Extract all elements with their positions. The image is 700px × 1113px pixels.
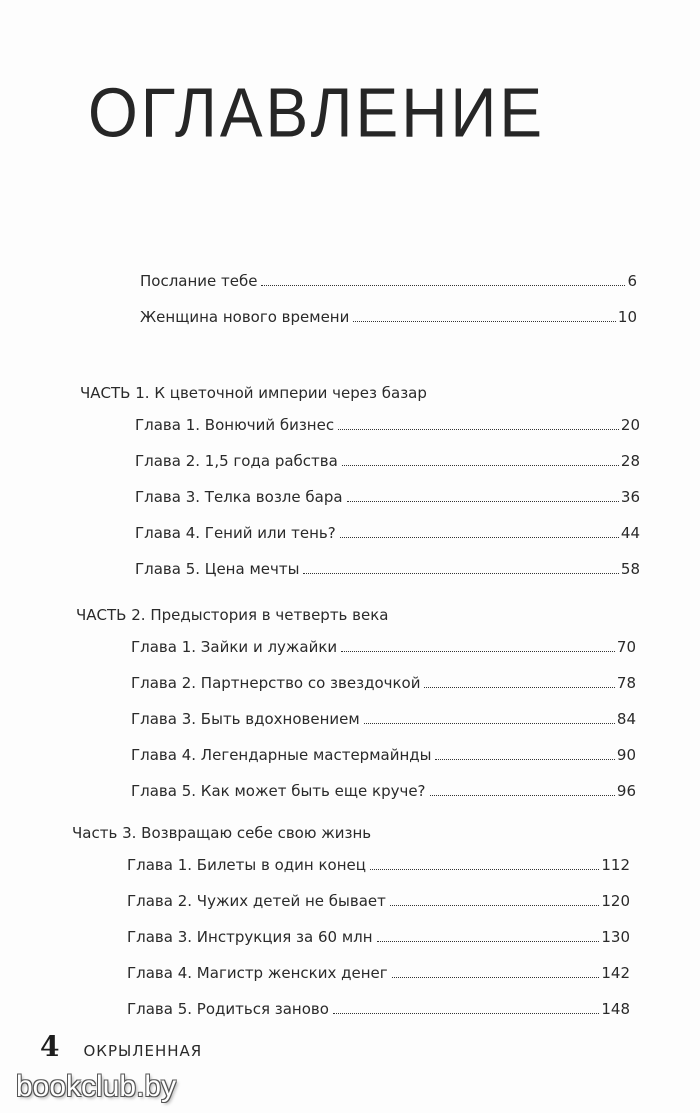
dot-leader	[353, 321, 616, 322]
dot-leader	[342, 465, 619, 466]
page-title: ОГЛАВЛЕНИЕ	[88, 73, 546, 152]
entry-page: 44	[620, 524, 640, 542]
chapter-list	[131, 638, 636, 800]
entry-label: Глава 1. Билеты в один конец	[127, 856, 366, 874]
entry-page: 112	[601, 856, 630, 874]
toc-entry	[131, 746, 636, 764]
chapter-list	[135, 416, 640, 578]
entry-label: Глава 4. Магистр женских денег	[127, 964, 388, 982]
entry-page: 120	[601, 892, 630, 910]
dot-leader	[303, 573, 618, 574]
entry-label: Глава 5. Как может быть еще круче?	[131, 782, 426, 800]
entry-page: 58	[620, 560, 640, 578]
dot-leader	[347, 501, 619, 502]
entry-label: Глава 2. 1,5 года рабства	[135, 452, 338, 470]
entry-page: 10	[617, 308, 637, 326]
entry-page: 28	[620, 452, 640, 470]
entry-page: 20	[620, 416, 640, 434]
toc-entry	[135, 524, 640, 542]
entry-page: 36	[620, 488, 640, 506]
page-number: 4	[40, 1030, 60, 1063]
entry-label: Глава 3. Быть вдохновением	[131, 710, 360, 728]
entry-label: Глава 2. Чужих детей не бывает	[127, 892, 386, 910]
entry-label: Глава 3. Телка возле бара	[135, 488, 343, 506]
entry-page: 148	[601, 1000, 630, 1018]
dot-leader	[390, 905, 600, 906]
toc-entry	[140, 272, 637, 290]
toc-entry	[127, 964, 630, 982]
dot-leader	[338, 429, 619, 430]
entry-page: 70	[616, 638, 636, 656]
part-title: ЧАСТЬ 2. Предыстория в четверть века	[76, 606, 389, 624]
toc-entry	[140, 308, 637, 326]
dot-leader	[333, 1013, 599, 1014]
part-title: ЧАСТЬ 1. К цветочной империи через базар	[80, 384, 427, 402]
entry-label: Глава 1. Зайки и лужайки	[131, 638, 338, 656]
part-3-section	[72, 824, 630, 1036]
entry-page: 142	[601, 964, 630, 982]
entry-label: Глава 1. Вонючий бизнес	[135, 416, 335, 434]
entry-label: Глава 5. Родиться заново	[127, 1000, 329, 1018]
part-title: Часть 3. Возвращаю себе свою жизнь	[72, 824, 372, 842]
toc-entry	[135, 416, 640, 434]
dot-leader	[370, 869, 599, 870]
toc-entry	[135, 560, 640, 578]
entry-label: Глава 3. Инструкция за 60 млн	[127, 928, 373, 946]
dot-leader	[341, 651, 615, 652]
watermark: bookclub.by	[16, 1070, 177, 1103]
toc-entry	[135, 452, 640, 470]
toc-entry	[131, 638, 636, 656]
dot-leader	[364, 723, 615, 724]
intro-entries	[140, 272, 637, 344]
toc-entry	[131, 710, 636, 728]
dot-leader	[392, 977, 600, 978]
toc-entry	[127, 892, 630, 910]
dot-leader	[430, 795, 615, 796]
toc-entry	[131, 674, 636, 692]
page-footer	[40, 1030, 202, 1063]
dot-leader	[424, 687, 614, 688]
entry-page: 130	[601, 928, 630, 946]
entry-label: Послание тебе	[140, 272, 258, 290]
entry-label: Женщина нового времени	[140, 308, 350, 326]
toc-entry	[127, 1000, 630, 1018]
entry-page: 6	[627, 272, 637, 290]
running-head: ОКРЫЛЕННАЯ	[83, 1042, 203, 1060]
entry-page: 84	[616, 710, 636, 728]
entry-label: Глава 4. Гений или тень?	[135, 524, 336, 542]
dot-leader	[261, 285, 625, 286]
entry-page: 90	[616, 746, 636, 764]
dot-leader	[435, 759, 614, 760]
toc-entry	[131, 782, 636, 800]
dot-leader	[340, 537, 619, 538]
toc-entry	[127, 928, 630, 946]
part-1-section	[80, 384, 640, 596]
toc-entry	[127, 856, 630, 874]
entry-label: Глава 2. Партнерство со звездочкой	[131, 674, 421, 692]
entry-page: 96	[616, 782, 636, 800]
entry-label: Глава 4. Легендарные мастермайнды	[131, 746, 432, 764]
toc-entry	[135, 488, 640, 506]
dot-leader	[377, 941, 600, 942]
entry-page: 78	[616, 674, 636, 692]
entry-label: Глава 5. Цена мечты	[135, 560, 300, 578]
chapter-list	[127, 856, 630, 1018]
part-2-section	[76, 606, 636, 818]
